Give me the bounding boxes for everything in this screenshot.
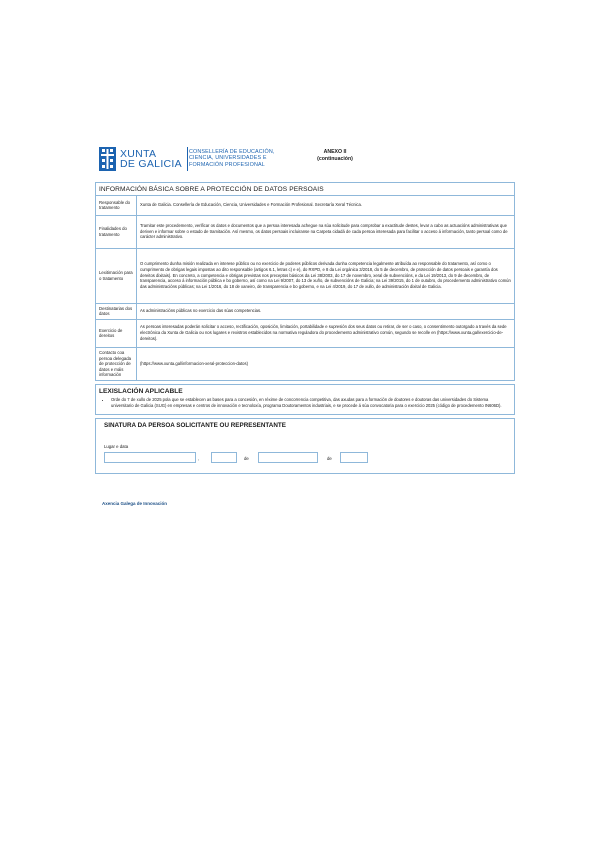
document-header (95, 145, 515, 179)
legislation-title: LEXISLACIÓN APLICABLE (99, 388, 183, 396)
year-field[interactable] (340, 452, 368, 463)
logo-line-1: XUNTA (120, 148, 157, 160)
legislation-list (99, 397, 511, 409)
row-label: Destinatarias dos datos (96, 303, 137, 319)
de-separator-1: de (244, 455, 249, 461)
annex-label (305, 149, 365, 162)
document-page (95, 145, 515, 506)
department-line-1: CONSELLERÍA DE EDUCACIÓN, (189, 149, 275, 155)
month-field[interactable] (258, 452, 318, 463)
row-label: Finalidades do tratamento (96, 215, 137, 248)
table-row (96, 215, 514, 248)
department-line-3: FORMACIÓN PROFESIONAL (189, 161, 265, 168)
data-protection-title: INFORMACIÓN BÁSICA SOBRE A PROTECCIÓN DE DATOS PERSOAIS (96, 183, 514, 196)
agency-name: Axencia Galega de Innovación (102, 501, 168, 506)
row-value: As administracións públicas no exercicio das súas competencias. (137, 303, 515, 319)
annex-title: ANEXO II (323, 149, 347, 155)
row-value: As persoas interesadas poderán solicitar o acceso, rectificación, oposición, limitación, portabilidade e supresión dos seus datos ou retirar, de ser o caso, o consentimento outorgado a través da sede electrónica da Xunta de Galicia ou nos lugares e rexistros establecidos na normativa reguladora do procedemento administrativo común, segundo se recolle en (https://www.xunta.gal/exercicio-de-dereitos). (137, 319, 515, 347)
data-protection-section (95, 182, 515, 381)
table-row (96, 347, 514, 380)
logo-line-2: DE GALICIA (120, 158, 182, 170)
logo-wordmark (120, 149, 182, 169)
logo-divider (187, 147, 188, 171)
row-label: Lexitimación para o tratamento (96, 248, 137, 303)
annex-subtitle: (continuación) (317, 155, 353, 162)
row-value: (https://www.xunta.gal/informacion-xeral-proteccion-datos) (140, 360, 248, 366)
day-field[interactable] (211, 452, 237, 463)
table-row (96, 196, 514, 215)
signature-section (95, 418, 515, 474)
department-line-2: CIENCIA, UNIVERSIDADES E (189, 155, 267, 162)
signature-title: SINATURA DA PERSOA SOLICITANTE OU REPRESENTANTE (104, 421, 286, 429)
table-row (96, 248, 514, 303)
row-value: Xunta de Galicia. Consellería de Educación, Ciencia, Universidades e Formación Profesional. Secretaría Xeral Técnica. (137, 196, 515, 215)
de-separator-2: de (327, 455, 332, 461)
row-value: O cumprimento dunha misión realizada en interese público ou no exercicio de poderes públicos derivada dunha competencia legalmente atribuída ao responsable do tratamento, así como o cumprimento de obrigas legais impostas ao dito responsable (artigos 6.1, letras c) e e), do RXPD, e 8 da Lei orgánica 3/2018, do 5 de decembro, de protección de datos persoais e garantía dos dereitos dixitais). En concreto, a competencia e obrigas previstas nos preceptos básicos da Lei 38/2003, do 17 de novembro, xeral de subvencións, e da Lei 19/2013, do 9 de decembro, de transparencia, acceso á información pública e bo goberno, así como na Lei 9/2007, do 13 de xuño, de subvencións de Galicia; na Lei 39/2015, do 1 de outubro, do procedemento administrativo común das administracións públicas; na Lei 1/2016, do 18 de xaneiro, de transparencia e bo goberno, e na Lei 4/2019, do 17 de xullo, de administración dixital de Galicia. (137, 248, 515, 303)
row-label: Contacto coa persoa delegada de protección de datos e máis información (96, 347, 137, 380)
data-protection-table (96, 196, 514, 380)
row-label: Responsable do tratamento (96, 196, 137, 215)
list-item: • Orde do 7 de xullo de 2025 pola que se establecen as bases para a concesión, en réxime de concorrencia competitiva, das axudas para a formación de doutores e doutoras das universidades do Sistema universitario de Galicia (SUG) en empresas e centros de innovación e tecnoloxía, programa Doutoramentos industriais, e se procede á súa convocatoria para o exercicio 2025 (código de procedemento IN606D). (111, 397, 511, 409)
table-row (96, 319, 514, 347)
department-name (189, 149, 275, 168)
xunta-logo (99, 147, 188, 171)
place-date-label: Lugar e data (104, 443, 129, 449)
table-row (96, 303, 514, 319)
row-label: Exercicio de dereitos (96, 319, 137, 347)
comma-separator: , (198, 455, 200, 461)
xunta-emblem-icon (99, 147, 116, 171)
legislation-section (95, 384, 515, 415)
row-value: Tramitar este procedemento, verificar os datos e documentos que a persoa interesada achegue na súa solicitude para comprobar a exactitude destes, levar a cabo as actuacións administrativas que deriven e informar sobre o estado de tramitación. Así mesmo, os datos persoais incluiranse na Carpeta cidadá de cada persoa interesada para facilitar o acceso á información, tanto persoal como de carácter administrativo. (137, 215, 515, 248)
place-field[interactable] (104, 452, 196, 463)
